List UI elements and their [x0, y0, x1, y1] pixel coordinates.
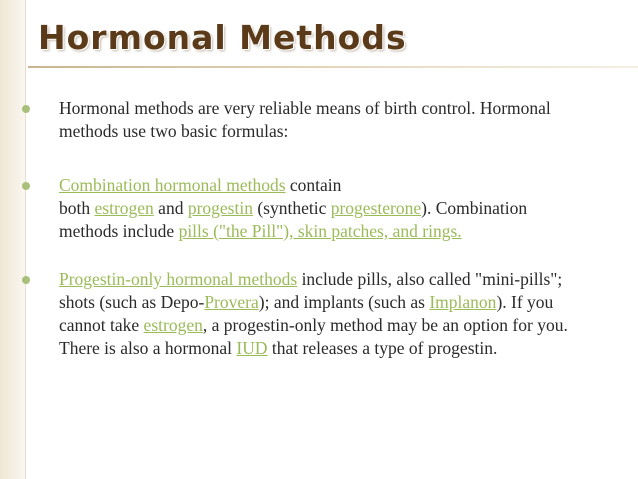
text-segment: There is also a hormonal — [59, 338, 237, 358]
link-provera[interactable]: Provera — [204, 292, 259, 312]
text-segment: and — [153, 198, 188, 218]
text-segment: methods use two basic formulas: — [59, 121, 289, 141]
link-estrogen[interactable]: estrogen — [94, 198, 154, 218]
text-segment: ); and implants (such as — [258, 292, 430, 312]
text-segment: include pills, also called "mini-pills"; — [297, 269, 563, 289]
link-implanon[interactable]: Implanon — [429, 292, 497, 312]
link-progesterone[interactable]: progesterone — [330, 198, 422, 218]
text-segment: shots (such as Depo- — [59, 292, 205, 312]
link-progestin-only-methods[interactable]: Progestin-only hormonal methods — [59, 269, 298, 289]
text-segment: both — [59, 198, 95, 218]
link-estrogen[interactable]: estrogen — [143, 315, 203, 335]
text-segment: methods include — [59, 221, 179, 241]
text-segment: , a progestin-only method may be an option for you. — [202, 315, 568, 335]
title-divider — [28, 66, 638, 68]
decorative-side-band — [0, 0, 26, 479]
slide-title: Hormonal Methods — [38, 18, 407, 57]
link-iud[interactable]: IUD — [236, 338, 268, 358]
bullet-dot-icon — [22, 276, 30, 284]
text-segment: (synthetic — [252, 198, 331, 218]
link-progestin[interactable]: progestin — [187, 198, 253, 218]
bullet-dot-icon — [22, 105, 30, 113]
bullet-dot-icon — [22, 182, 30, 190]
text-segment: ). If you — [496, 292, 554, 312]
text-segment: that releases a type of progestin. — [267, 338, 498, 358]
text-segment: ). Combination — [421, 198, 528, 218]
bullet-text — [59, 97, 599, 143]
text-segment: cannot take — [59, 315, 144, 335]
text-segment: Hormonal methods are very reliable means of birth control. Hormonal — [59, 98, 551, 118]
link-combination-hormonal-methods[interactable]: Combination hormonal methods — [59, 175, 286, 195]
bullet-text — [59, 268, 599, 360]
bullet-text — [59, 174, 599, 243]
text-segment: contain — [285, 175, 342, 195]
link-pills-patches-rings[interactable]: pills ("the Pill"), skin patches, and rings. — [178, 221, 462, 241]
